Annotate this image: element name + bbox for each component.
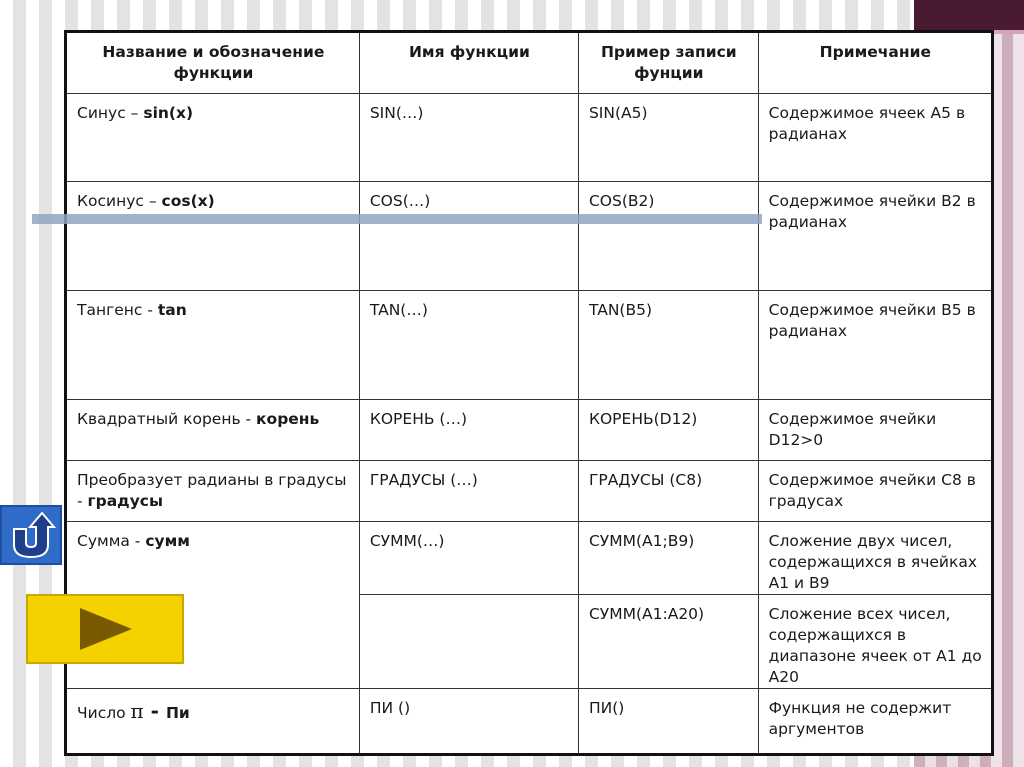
table-row — [66, 461, 993, 522]
cell-example: ГРАДУСЫ (С8) — [578, 461, 758, 522]
cell-example: SIN(A5) — [578, 94, 758, 182]
cell-example: ПИ() — [578, 689, 758, 755]
corner-decoration — [914, 0, 1024, 34]
cell-func: СУММ(…) — [359, 522, 578, 595]
cell-name: Преобразует радианы в градусы - градусы — [66, 461, 360, 522]
cell-func-empty — [359, 595, 578, 689]
cell-func: КОРЕНЬ (…) — [359, 400, 578, 461]
cell-note: Содержимое ячейки В5 в радианах — [758, 291, 992, 400]
decorative-blue-line — [32, 214, 762, 224]
cell-name: Квадратный корень - корень — [66, 400, 360, 461]
table-row — [66, 182, 993, 291]
functions-table — [64, 30, 994, 756]
cell-func: SIN(…) — [359, 94, 578, 182]
cell-func: ПИ () — [359, 689, 578, 755]
back-button[interactable] — [0, 505, 62, 565]
cell-name: Сумма - сумм — [66, 522, 360, 689]
cell-note: Содержимое ячейки D12>0 — [758, 400, 992, 461]
table-header-row — [66, 32, 993, 94]
cell-note: Функция не содержит аргументов — [758, 689, 992, 755]
table-row — [66, 94, 993, 182]
cell-func: TAN(…) — [359, 291, 578, 400]
table-row — [66, 689, 993, 755]
cell-name: Синус – sin(x) — [66, 94, 360, 182]
cell-example: КОРЕНЬ(D12) — [578, 400, 758, 461]
cell-note: Сложение всех чисел, содержащихся в диапазоне ячеек от А1 до А20 — [758, 595, 992, 689]
header-note: Примечание — [758, 32, 992, 94]
cell-note: Содержимое ячейки В2 в радианах — [758, 182, 992, 291]
u-turn-arrow-icon — [2, 507, 60, 563]
cell-example: COS(B2) — [578, 182, 758, 291]
play-triangle-icon — [28, 596, 182, 662]
cell-example: СУММ(А1:А20) — [578, 595, 758, 689]
header-function-name: Название и обозначение функции — [66, 32, 360, 94]
cell-name: Число π - Пи — [66, 689, 360, 755]
pi-symbol: π — [130, 699, 144, 723]
cell-example: СУММ(А1;В9) — [578, 522, 758, 595]
cell-name: Косинус – cos(x) — [66, 182, 360, 291]
corner-block-dark — [914, 0, 1024, 30]
cell-example: TAN(B5) — [578, 291, 758, 400]
header-example: Пример записи фунции — [578, 32, 758, 94]
cell-note: Сложение двух чисел, содержащихся в ячейках А1 и В9 — [758, 522, 992, 595]
table-row — [66, 522, 993, 595]
next-button[interactable] — [26, 594, 184, 664]
cell-func: ГРАДУСЫ (…) — [359, 461, 578, 522]
cell-note: Содержимое ячейки С8 в градусах — [758, 461, 992, 522]
cell-name: Тангенс - tan — [66, 291, 360, 400]
cell-note: Содержимое ячеек А5 в радианах — [758, 94, 992, 182]
table-row — [66, 400, 993, 461]
cell-func: COS(…) — [359, 182, 578, 291]
table-row — [66, 291, 993, 400]
header-function-id: Имя функции — [359, 32, 578, 94]
